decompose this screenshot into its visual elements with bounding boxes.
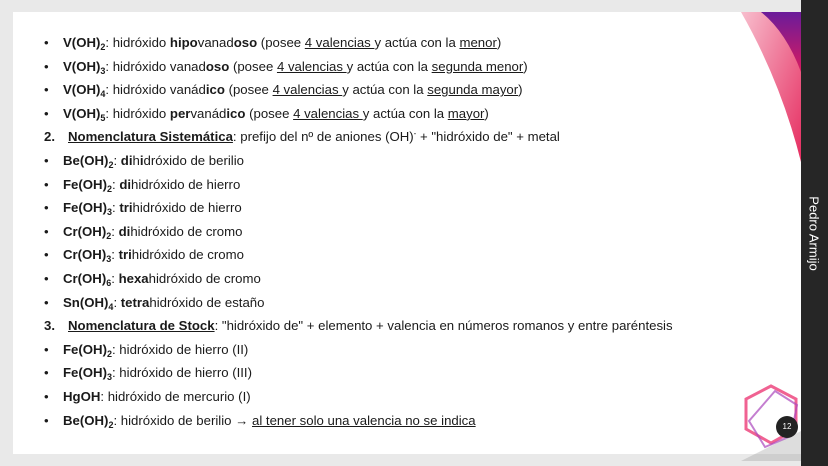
page-number-badge: 12 — [776, 416, 798, 438]
list-item: • $Fe(OH)_3$: hidróxido de hierro (III) — [44, 365, 252, 383]
list-item: • $V(OH)_5$: hidróxido pervanádico (posee 4 valencias y actúa con la mayor) — [44, 105, 489, 123]
section-heading: 2. Nomenclatura Sistemática: prefijo del nº de aniones (OH)- + "hidróxido de" + metal — [44, 129, 560, 145]
decorative-graphic-top — [741, 12, 801, 167]
list-item: • $Fe(OH)_2$: hidróxido de hierro (II) — [44, 341, 249, 359]
list-item: • $Fe(OH)_3$: trihidróxido de hierro — [44, 200, 242, 218]
section-heading: 3. Nomenclatura de Stock: "hidróxido de" + elemento + valencia en números romanos y entre paréntesis — [44, 318, 673, 334]
list-item: • $V(OH)_4$: hidróxido vanádico (posee 4 valencias y actúa con la segunda mayor) — [44, 82, 523, 100]
list-item: • HgOH: hidróxido de mercurio (I) — [44, 388, 251, 404]
list-item: • $Cr(OH)_2$: dihidróxido de cromo — [44, 223, 243, 241]
author-label: Pedro Armijo — [807, 195, 823, 271]
list-item: • $Be(OH)_2$: dihidróxido de berilio — [44, 152, 244, 170]
list-item: • $Cr(OH)_3$: trihidróxido de cromo — [44, 247, 244, 265]
list-item: • $V(OH)_2$: hidróxido hipovanadoso (posee 4 valencias y actúa con la menor) — [44, 35, 502, 52]
list-item: • $Fe(OH)_2$: dihidróxido de hierro — [44, 176, 241, 194]
list-item: • $Be(OH)_2$: hidróxido de berilio → al tener solo una valencia no se indica — [44, 412, 476, 430]
slide-content — [44, 31, 744, 432]
list-item: • $V(OH)_3$: hidróxido vanadoso (posee 4 valencias y actúa con la segunda menor) — [44, 58, 528, 76]
list-item: • $Cr(OH)_6$: hexahidróxido de cromo — [44, 270, 261, 288]
list-item: • $Sn(OH)_4$: tetrahidróxido de estaño — [44, 294, 265, 312]
